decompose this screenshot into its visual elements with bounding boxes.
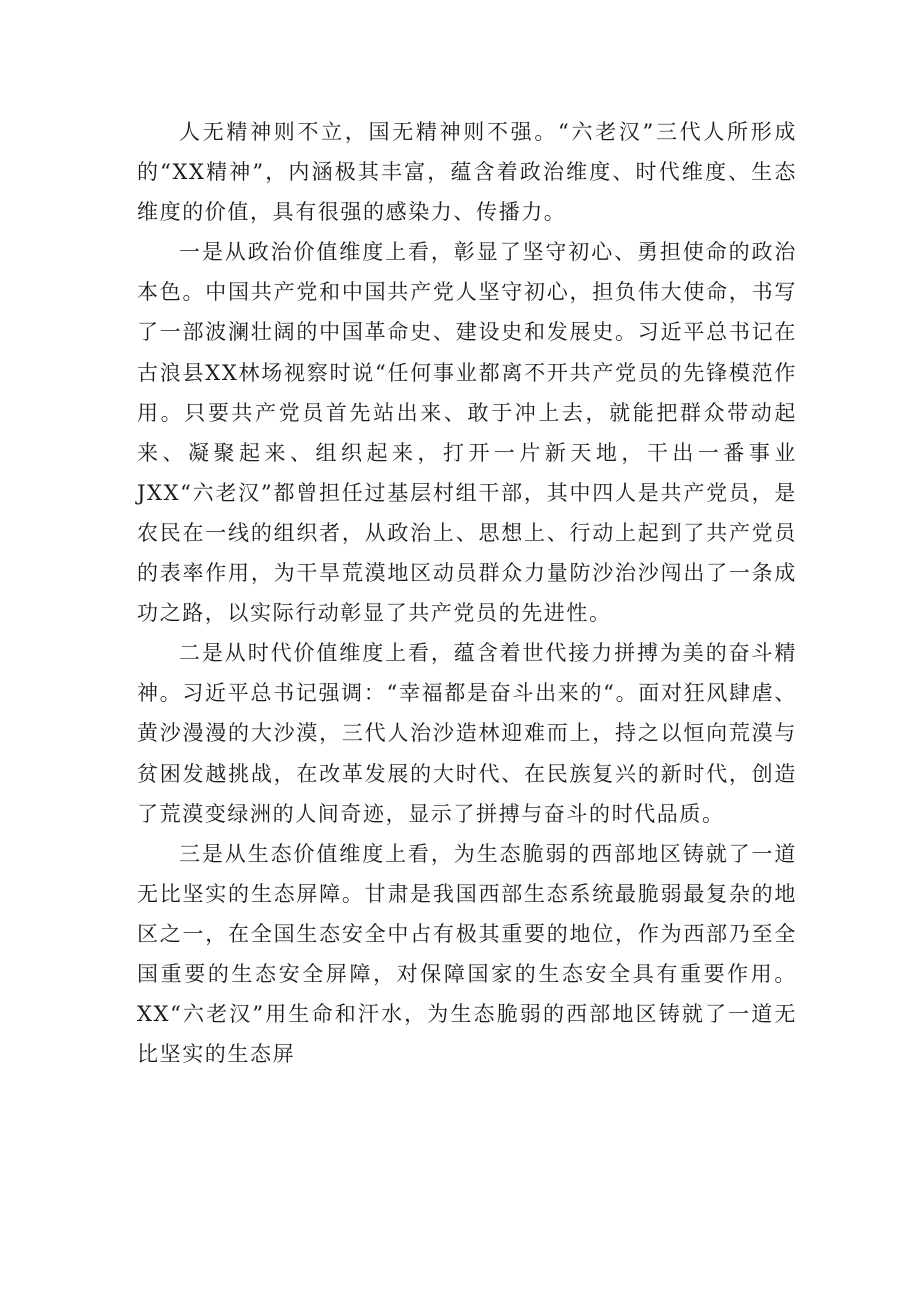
paragraph-political-value: 一是从政治价值维度上看，彰显了坚守初心、勇担使命的政治本色。中国共产党和中国共产党人坚守初心，担负伟大使命，书写了一部波澜壮阔的中国革命史、建设史和发展史。习近平总书记在古浪县XX林场视察时说“任何事业都离不开共产党员的先锋模范作用。只要共产党员首先站出来、敢于冲上去，就能把群众带动起来、凝聚起来、组织起来，打开一片新天地，干出一番事业JXX“六老汉”都曾担任过基层村组干部，其中四人是共产党员，是农民在一线的组织者，从政治上、思想上、行动上起到了共产党员的表率作用，为干旱荒漠地区动员群众力量防沙治沙闯出了一条成功之路，以实际行动彰显了共产党员的先进性。 (137, 240, 797, 626)
document-body (137, 112, 797, 1074)
paragraph-intro: 人无精神则不立，国无精神则不强。“六老汉”三代人所形成的“XX精神”，内涵极其丰富，蕴含着政治维度、时代维度、生态维度的价值，具有很强的感染力、传播力。 (137, 120, 797, 225)
paragraph-era-value: 二是从时代价值维度上看，蕴含着世代接力拼搏为美的奋斗精神。习近平总书记强调：“幸福都是奋斗出来的“。面对狂风肆虐、黄沙漫漫的大沙漠，三代人治沙造林迎难而上，持之以恒向荒漠与贫困发越挑战，在改革发展的大时代、在民族复兴的新时代，创造了荒漠变绿洲的人间奇迹，显示了拼搏与奋斗的时代品质。 (137, 641, 797, 826)
paragraph-ecological-value: 三是从生态价值维度上看，为生态脆弱的西部地区铸就了一道无比坚实的生态屏障。甘肃是我国西部生态系统最脆弱最复杂的地区之一，在全国生态安全中占有极其重要的地位，作为西部乃至全国重要的生态安全屏障，对保障国家的生态安全具有重要作用。XX“六老汉”用生命和汗水，为生态脆弱的西部地区铸就了一道无比坚实的生态屏 (137, 841, 797, 1067)
